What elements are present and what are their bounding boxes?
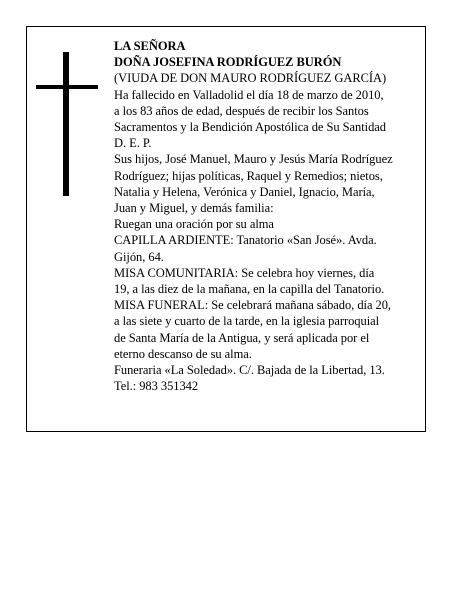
- funeral-home-line: Funeraria «La Soledad». C/. Bajada de la Libertad, 13.: [114, 363, 385, 378]
- funeral-mass-line: de Santa María de la Antigua, y será aplicada por el: [114, 330, 370, 345]
- death-announcement-line: Ha fallecido en Valladolid el día 18 de marzo de 2010,: [114, 87, 384, 102]
- funeral-mass-line: a las siete y cuarto de la tarde, en la iglesia parroquial: [114, 314, 380, 329]
- deceased-name: DOÑA JOSEFINA RODRÍGUEZ BURÓN: [114, 55, 342, 70]
- title-line: LA SEÑORA: [114, 39, 186, 53]
- death-announcement-line: Sacramentos y la Bendición Apostólica de Su Santidad: [114, 120, 387, 135]
- community-mass-line: 19, a las diez de la mañana, en la capilla del Tanatorio.: [114, 282, 385, 297]
- chapel-line: CAPILLA ARDIENTE: Tanatorio «San José». Avda.: [114, 233, 377, 248]
- family-line: Ruegan una oración por su alma: [114, 217, 274, 232]
- community-mass-line: MISA COMUNITARIA: Se celebra hoy viernes, día: [114, 265, 375, 280]
- cross-icon: [36, 52, 98, 196]
- funeral-home-line: Tel.: 983 351342: [114, 379, 199, 394]
- funeral-mass-line: MISA FUNERAL: Se celebrará mañana sábado, día 20,: [114, 298, 391, 313]
- family-line: Sus hijos, José Manuel, Mauro y Jesús María Rodríguez: [114, 152, 393, 167]
- cross-horizontal-bar: [36, 85, 98, 89]
- obituary-text: [114, 38, 420, 394]
- death-announcement-line: a los 83 años de edad, después de recibir los Santos: [114, 103, 369, 118]
- funeral-mass-line: eterno descanso de su alma.: [114, 346, 252, 361]
- death-announcement-line: D. E. P.: [114, 136, 152, 151]
- family-line: Juan y Miguel, y demás familia:: [114, 201, 274, 216]
- family-line: Natalia y Helena, Verónica y Daniel, Ignacio, María,: [114, 184, 375, 199]
- chapel-line: Gijón, 64.: [114, 249, 164, 264]
- family-line: Rodríguez; hijas políticas, Raquel y Remedios; nietos,: [114, 168, 383, 183]
- widow-line: (VIUDA DE DON MAURO RODRÍGUEZ GARCÍA): [114, 71, 387, 86]
- cross-vertical-bar: [63, 52, 69, 196]
